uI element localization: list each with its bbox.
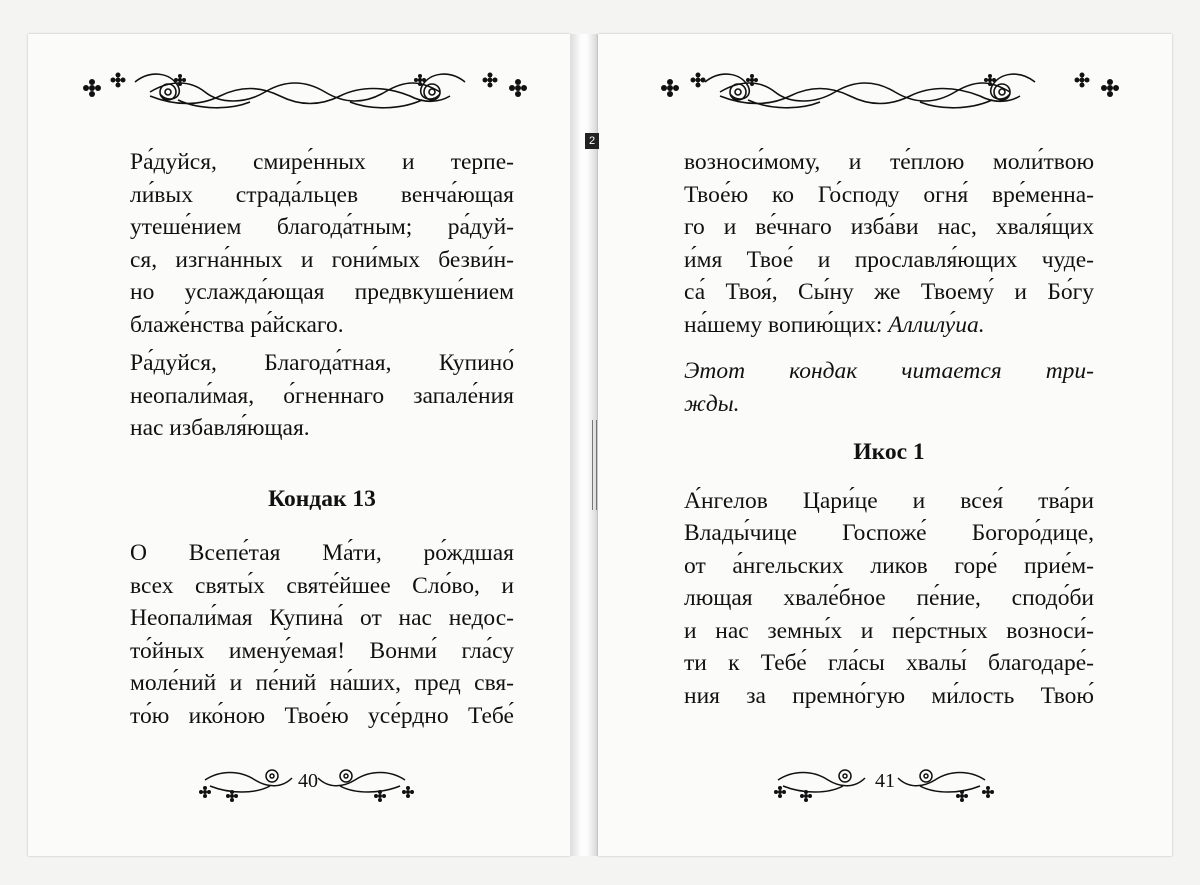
text-line (684, 309, 1094, 342)
text-line: ся, изгна́нных и гони́мых безви́н- (130, 246, 514, 273)
text-line: но услажда́ющая предвкуше́нием (130, 279, 514, 305)
alleluia-text: Аллилу́иа. (888, 311, 985, 338)
right-page-text (684, 146, 1094, 712)
binding-staple (592, 420, 597, 510)
text-line: ния за премно́гую ми́лость Твою́ (684, 682, 1094, 709)
text-line: го и ве́чнаго изба́ви нас, хваля́щих (684, 214, 1094, 240)
text-line: Влады́чице Госпоже́ Богоро́дице, (684, 520, 1094, 546)
text-line: ли́вых страда́льцев венча́ющая (130, 181, 514, 208)
text-line: лющая хвале́бное пе́ние, сподо́би (684, 585, 1094, 611)
text-line: утеше́нием благода́тным; ра́дуй- (130, 214, 514, 240)
section-heading-kondak: Кондак 13 (268, 485, 376, 512)
rubric-note: жды. (684, 390, 740, 417)
text-line: всех святы́х святе́йшее Сло́во, и (130, 572, 514, 599)
text-line: Твое́ю ко Го́споду огня́ вре́менна- (684, 181, 1094, 208)
page-number-left: 40 (298, 770, 318, 792)
text-line-prefix: на́шему вопию́щих: (684, 311, 889, 338)
text-line: Ра́дуйся, смире́нных и терпе- (130, 149, 514, 175)
left-page-text (130, 146, 514, 732)
text-line: то́йных имену́емая! Вонми́ гла́су (130, 637, 514, 664)
text-line: возноси́мому, и те́плою моли́твою (684, 149, 1094, 175)
text-line: са́ Твоя́, Сы́ну же Твоему́ и Бо́гу (684, 279, 1094, 305)
text-line: и́мя Твое́ и прославля́ющих чуде- (684, 246, 1094, 273)
text-line: блаже́нства ра́йскаго. (130, 311, 344, 338)
text-line: и нас земны́х и пе́рстных возноси́- (684, 617, 1094, 644)
page-number-right: 41 (875, 770, 895, 792)
sheet-mark: 2 (585, 133, 599, 149)
text-line: от а́нгельских ликов горе́ прие́м- (684, 552, 1094, 579)
section-heading-ikos: Икос 1 (853, 439, 925, 465)
text-line: нас избавля́ющая. (130, 415, 310, 441)
text-line: неопали́мая, о́гненнаго запале́ния (130, 382, 514, 409)
text-line: моле́ний и пе́ний на́ших, пред свя- (130, 670, 514, 696)
text-line: Ра́дуйся, Благода́тная, Купино́ (130, 350, 514, 376)
rubric-note: Этот кондак читается три- (684, 358, 1094, 384)
text-line: А́нгелов Цари́це и всея́ тва́ри (684, 487, 1094, 514)
text-line: О Всепе́тая Ма́ти, ро́ждшая (130, 540, 514, 566)
text-line: Неопали́мая Купина́ от нас недос- (130, 605, 514, 631)
text-line: ти к Тебе́ гла́сы хвалы́ благодаре́- (684, 650, 1094, 676)
text-line: то́ю ико́ною Твое́ю усе́рдно Тебе́ (130, 702, 514, 729)
